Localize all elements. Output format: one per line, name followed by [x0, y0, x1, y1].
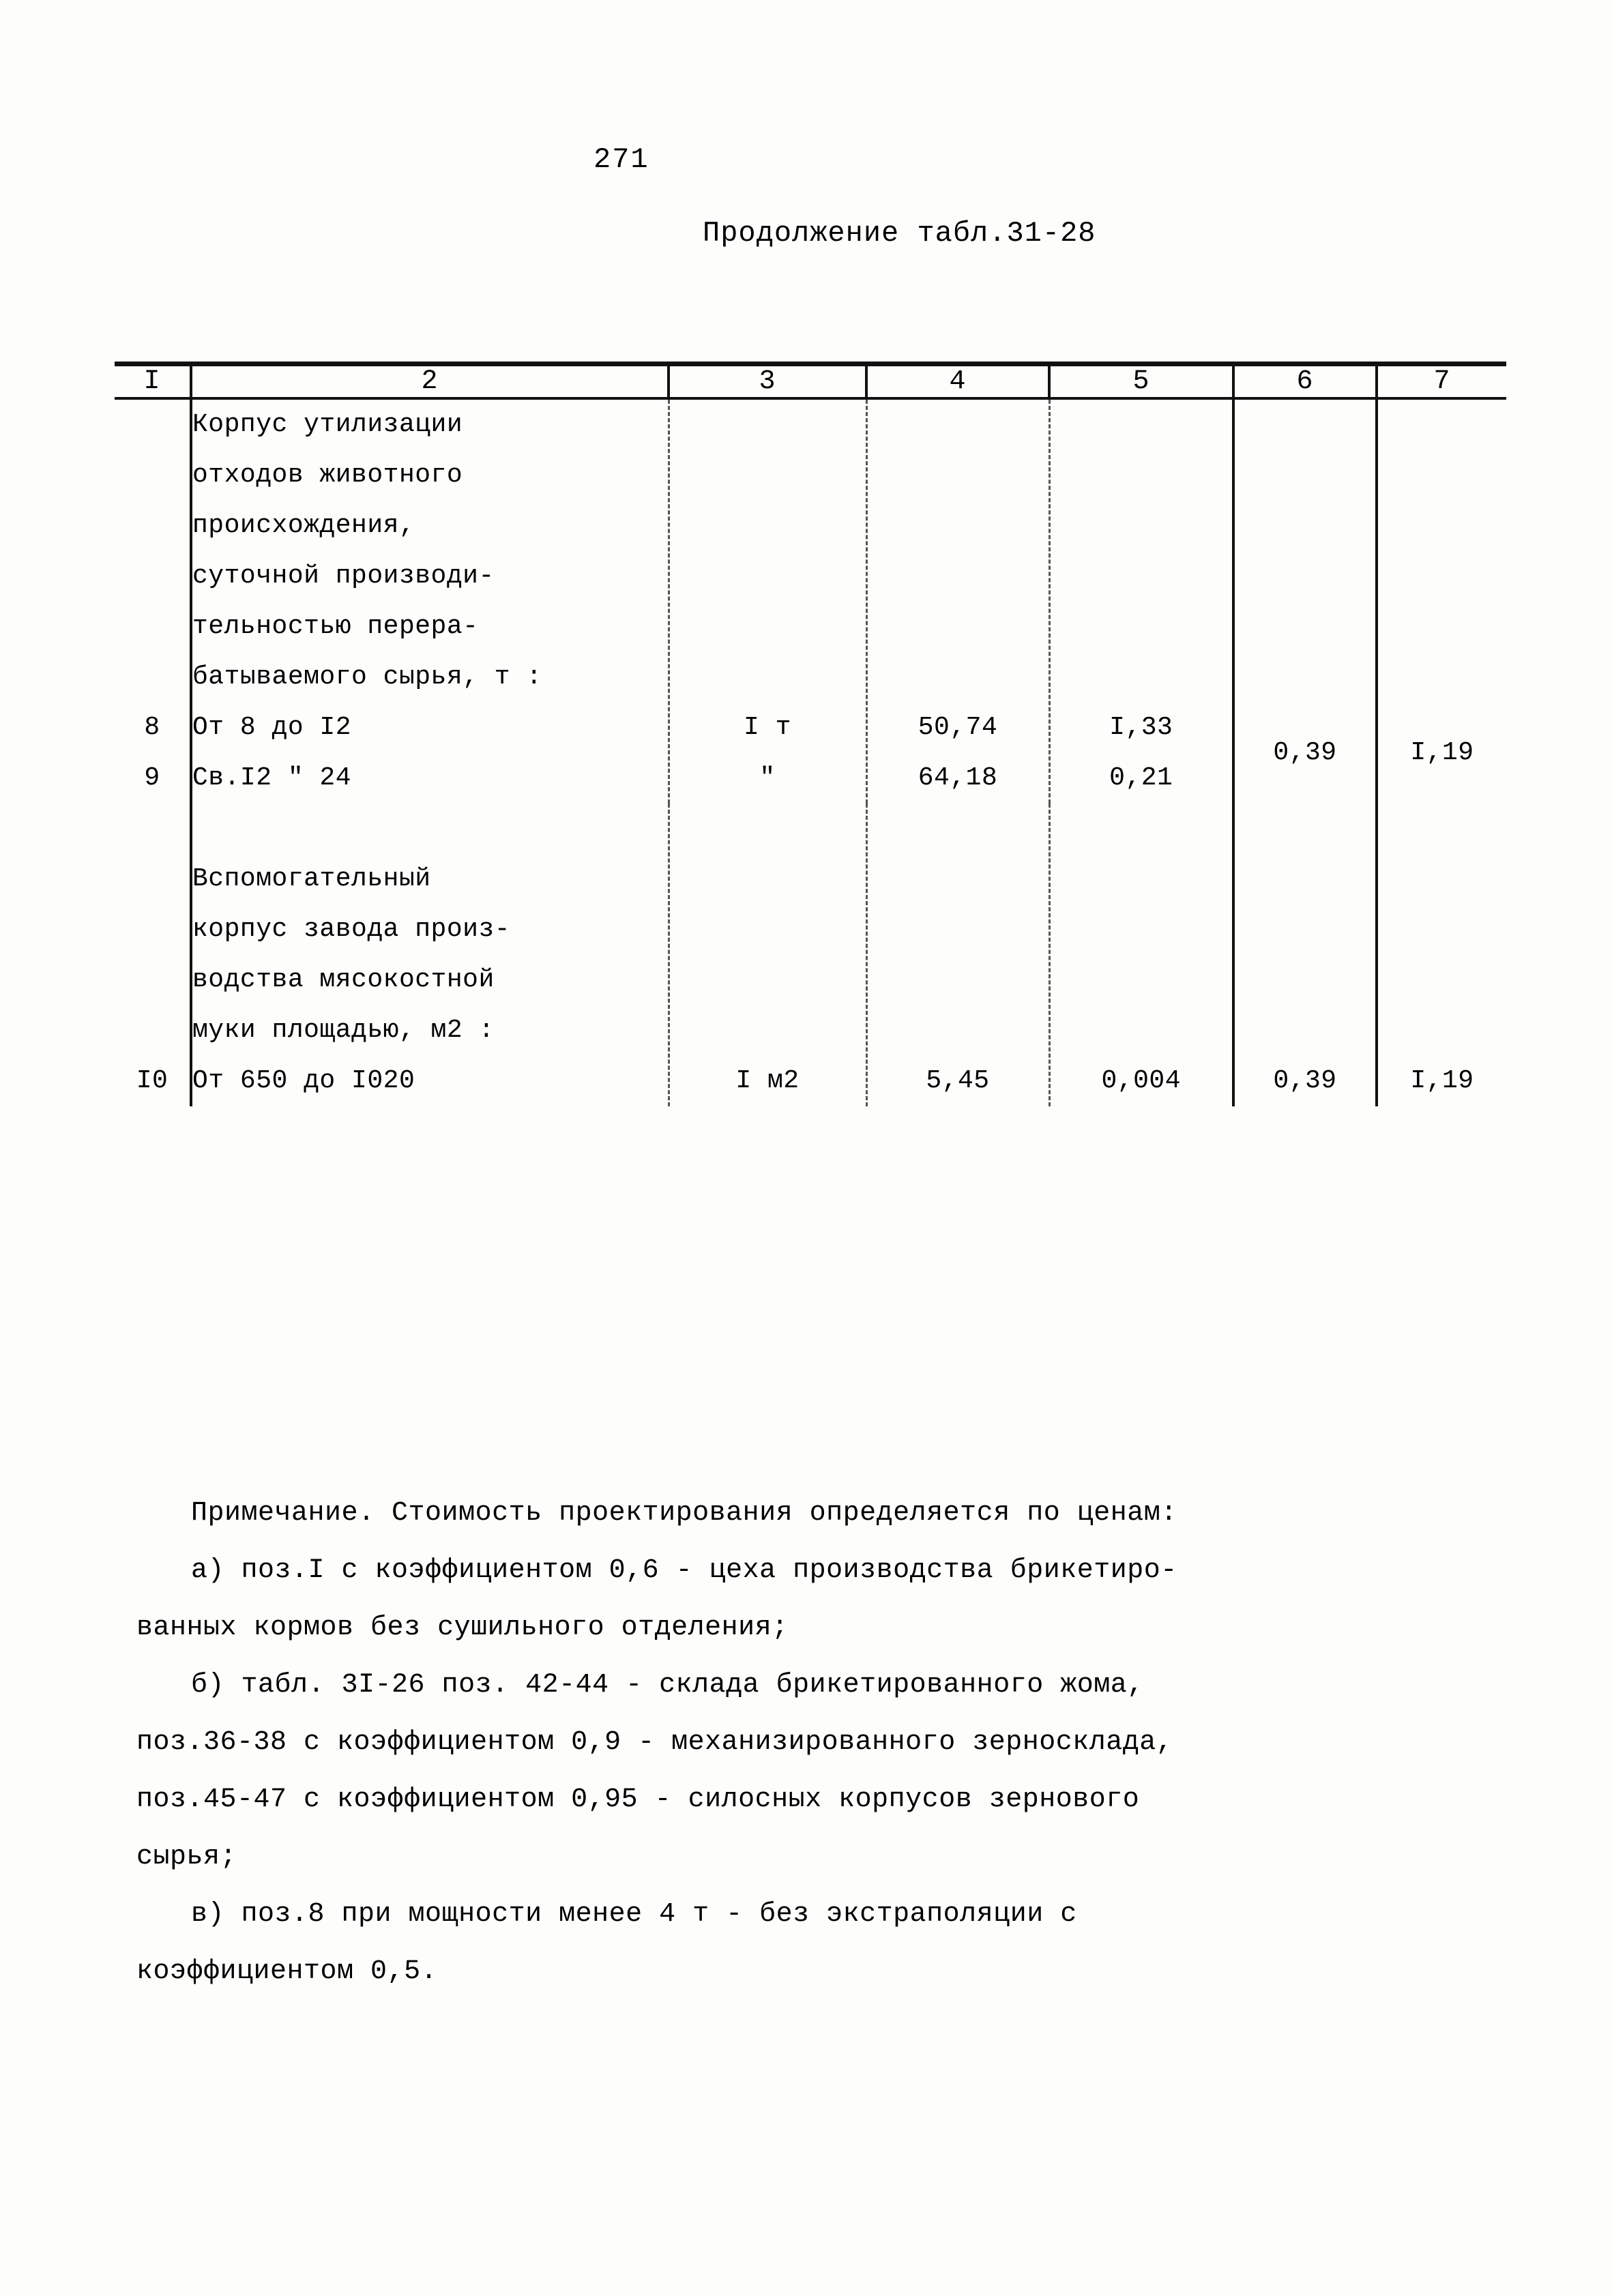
- group-title-line: отходов животного: [192, 460, 463, 490]
- column-header-7: 7: [1377, 366, 1506, 397]
- position-cell: [115, 804, 191, 1106]
- group-title-line: Корпус утилизации: [192, 410, 463, 439]
- value-7-cell: [1377, 804, 1506, 1106]
- row-value-6: 0,39: [1273, 738, 1337, 767]
- note-line: б) табл. 3I-26 поз. 42-44 - склада брикетированного жома,: [191, 1670, 1144, 1701]
- row-unit: ": [759, 763, 776, 793]
- row-position: 8: [144, 713, 160, 742]
- group-title-line: Вспомогательный: [192, 864, 431, 894]
- row-position: 9: [144, 763, 160, 793]
- table-top-border: [115, 362, 1506, 366]
- data-table: [115, 366, 1506, 397]
- group-title-line: суточной производи-: [192, 561, 495, 591]
- note-line: а) поз.I с коэффициентом 0,6 - цеха производства брикетиро-: [191, 1555, 1177, 1586]
- group-title-line: происхождения,: [192, 511, 415, 540]
- description-cell: [191, 400, 669, 804]
- row-value-5: 0,21: [1109, 763, 1173, 793]
- data-table-body: [115, 400, 1506, 1106]
- group-title-line: тельностью перера-: [192, 612, 479, 641]
- notes-block: [136, 1487, 1514, 2003]
- note-intro: Примечание. Стоимость проектирования определяется по ценам:: [191, 1498, 1177, 1529]
- row-value-5: 0,004: [1101, 1066, 1182, 1095]
- column-header-5: 5: [1049, 366, 1233, 397]
- row-value-7: I,19: [1410, 738, 1474, 767]
- value-5-cell: [1049, 804, 1233, 1106]
- description-cell: [191, 804, 669, 1106]
- row-value-4: 50,74: [918, 713, 998, 742]
- note-line: в) поз.8 при мощности менее 4 т - без экстраполяции с: [191, 1899, 1077, 1930]
- value-6-cell: [1233, 804, 1377, 1106]
- note-line: коэффициентом 0,5.: [136, 1956, 438, 1987]
- group-title-line: водства мясокостной: [192, 965, 495, 995]
- row-value-6: 0,39: [1273, 1066, 1337, 1095]
- group-title-line: батываемого сырья, т :: [192, 662, 542, 692]
- value-4-cell: [866, 400, 1049, 804]
- row-value-7: I,19: [1410, 1066, 1474, 1095]
- group-title-line: корпус завода произ-: [192, 915, 511, 944]
- position-cell: [115, 400, 191, 804]
- value-7-cell: [1377, 400, 1506, 804]
- column-header-3: 3: [669, 366, 866, 397]
- row-unit: I м2: [735, 1066, 800, 1095]
- row-position: I0: [136, 1066, 168, 1095]
- note-line: ванных кормов без сушильного отделения;: [136, 1613, 789, 1643]
- table-continuation-label: Продолжение табл.31-28: [703, 217, 1096, 250]
- note-line: поз.45-47 с коэффициентом 0,95 - силосных корпусов зернового: [136, 1784, 1140, 1815]
- row-name: От 8 до I2: [192, 713, 352, 742]
- group-title-line: муки площадью, м2 :: [192, 1016, 495, 1045]
- value-6-cell: [1233, 400, 1377, 804]
- row-name: Св.I2 " 24: [192, 763, 352, 793]
- page-number: 271: [593, 143, 649, 176]
- table-row: [115, 804, 1506, 1106]
- value-5-cell: [1049, 400, 1233, 804]
- note-line: поз.36-38 с коэффициентом 0,9 - механизированного зерносклада,: [136, 1727, 1173, 1758]
- row-name: От 650 до I020: [192, 1066, 415, 1095]
- table-header-row: [115, 366, 1506, 397]
- table-row: [115, 400, 1506, 804]
- column-header-4: 4: [866, 366, 1049, 397]
- row-value-4: 64,18: [918, 763, 998, 793]
- row-value-5: I,33: [1109, 713, 1173, 742]
- row-unit: I т: [744, 713, 791, 742]
- value-4-cell: [866, 804, 1049, 1106]
- unit-cell: [669, 400, 866, 804]
- row-value-4: 5,45: [926, 1066, 990, 1095]
- data-table-wrapper: [115, 362, 1506, 1106]
- column-header-6: 6: [1233, 366, 1377, 397]
- note-line: сырья;: [136, 1842, 237, 1872]
- unit-cell: [669, 804, 866, 1106]
- column-header-1: I: [143, 366, 161, 397]
- column-header-2: 2: [191, 366, 669, 397]
